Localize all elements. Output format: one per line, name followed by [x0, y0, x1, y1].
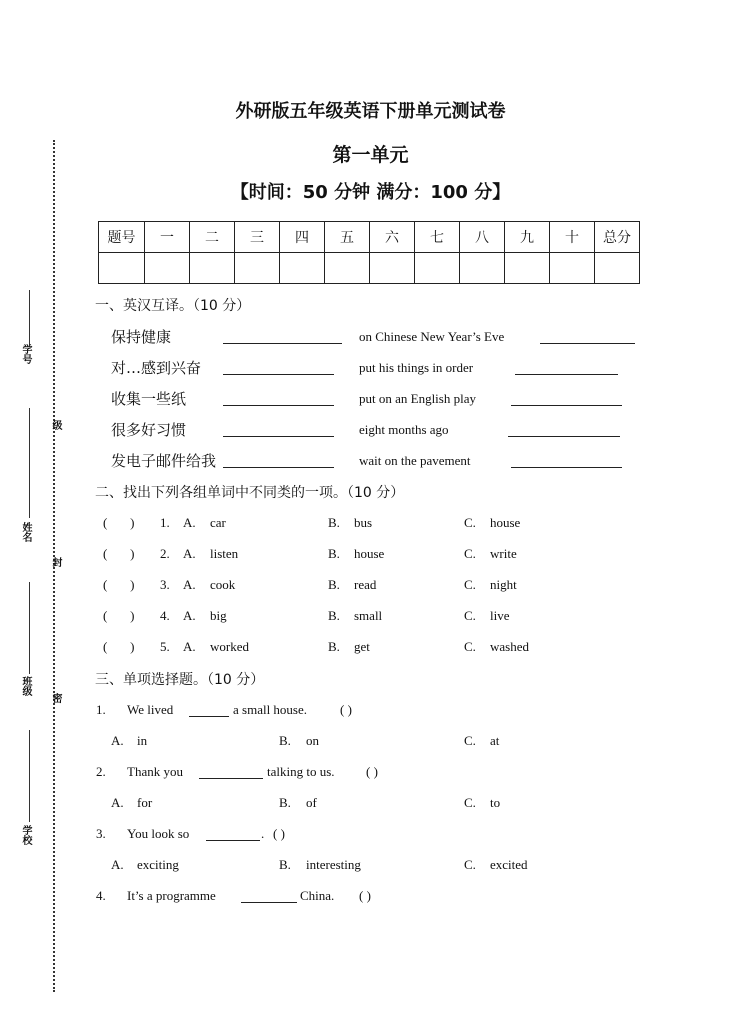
score-cell[interactable]	[325, 253, 370, 284]
score-header-cell: 总分	[595, 222, 640, 253]
option-b-text: read	[354, 577, 377, 592]
option-b-text: of	[306, 795, 317, 810]
section1-heading: 一、英汉互译。（10 分）	[95, 298, 251, 314]
answer-blank[interactable]	[241, 888, 297, 903]
translate-en-item: put his things in order	[359, 360, 474, 375]
question-text-pre: You look so	[127, 826, 190, 841]
translate-en-item: put on an English play	[359, 391, 476, 406]
score-cell[interactable]	[370, 253, 415, 284]
answer-blank[interactable]	[199, 764, 263, 779]
option-b-letter: B.	[328, 577, 340, 592]
translate-blank[interactable]	[511, 453, 622, 468]
secret-label: 密	[50, 693, 61, 703]
translate-blank[interactable]	[511, 391, 622, 406]
question-text-post: talking to us.	[267, 764, 335, 779]
translate-cn-item: 对…感到兴奋	[111, 359, 202, 377]
score-cell[interactable]	[145, 253, 190, 284]
score-cell[interactable]	[550, 253, 595, 284]
translate-blank[interactable]	[508, 422, 620, 437]
option-b-text: get	[354, 639, 370, 654]
score-header-cell: 二	[190, 222, 235, 253]
section3-heading: 三、单项选择题。（10 分）	[95, 672, 265, 688]
option-b-text: interesting	[306, 857, 361, 872]
option-a-letter: A.	[111, 795, 124, 810]
answer-paren[interactable]: ( )	[273, 826, 285, 841]
answer-paren[interactable]: ( )	[103, 515, 135, 530]
school-label: 学校	[20, 825, 31, 845]
class-label: 班级	[20, 676, 31, 696]
question-text-post: a small house.	[233, 702, 308, 717]
option-b-letter: B.	[279, 733, 291, 748]
grade-label: 级	[50, 420, 61, 430]
option-b-text: small	[354, 608, 383, 623]
option-a-text: exciting	[137, 857, 179, 872]
question-text-post: .	[261, 826, 265, 841]
option-b-letter: B.	[328, 546, 340, 561]
score-header-cell: 四	[280, 222, 325, 253]
option-c-letter: C.	[464, 639, 476, 654]
unit-title: 第一单元	[332, 144, 409, 166]
question-number: 5.	[160, 639, 170, 654]
option-c-letter: C.	[464, 608, 476, 623]
score-header-cell: 六	[370, 222, 415, 253]
name-line[interactable]	[29, 408, 30, 518]
question-text-post: China.	[300, 888, 335, 903]
option-c-letter: C.	[464, 857, 476, 872]
translate-blank[interactable]	[223, 391, 334, 406]
option-c-text: at	[490, 733, 500, 748]
option-b-text: house	[354, 546, 385, 561]
option-c-letter: C.	[464, 577, 476, 592]
option-a-text: for	[137, 795, 153, 810]
option-a-letter: A.	[183, 577, 196, 592]
score-cell[interactable]	[505, 253, 550, 284]
seal-label: 封	[50, 557, 61, 567]
option-a-letter: A.	[111, 857, 124, 872]
option-b-letter: B.	[328, 639, 340, 654]
option-a-letter: A.	[111, 733, 124, 748]
translate-cn-item: 收集一些纸	[111, 390, 187, 408]
score-header-cell: 五	[325, 222, 370, 253]
score-cell[interactable]	[99, 253, 145, 284]
score-header-cell: 题号	[99, 222, 145, 253]
option-a-text: big	[210, 608, 227, 623]
score-header-cell: 三	[235, 222, 280, 253]
score-cell[interactable]	[190, 253, 235, 284]
score-cell[interactable]	[460, 253, 505, 284]
score-cell[interactable]	[595, 253, 640, 284]
answer-paren[interactable]: ( )	[366, 764, 378, 779]
student-id-line[interactable]	[29, 290, 30, 345]
option-c-text: to	[490, 795, 501, 810]
question-number: 3.	[160, 577, 170, 592]
exam-title: 外研版五年级英语下册单元测试卷	[235, 101, 506, 122]
answer-paren[interactable]: ( )	[103, 639, 135, 654]
question-text-pre: We lived	[127, 702, 174, 717]
question-number: 2.	[96, 764, 106, 779]
translate-blank[interactable]	[540, 329, 635, 344]
translate-blank[interactable]	[223, 453, 334, 468]
score-header-cell: 八	[460, 222, 505, 253]
score-cell[interactable]	[235, 253, 280, 284]
option-a-letter: A.	[183, 546, 196, 561]
option-b-text: bus	[354, 515, 373, 530]
option-c-text: washed	[490, 639, 529, 654]
option-a-letter: A.	[183, 639, 196, 654]
question-number: 3.	[96, 826, 106, 841]
option-c-text: house	[490, 515, 521, 530]
score-header-cell: 一	[145, 222, 190, 253]
option-b-text: on	[306, 733, 319, 748]
option-a-letter: A.	[183, 515, 196, 530]
score-table	[98, 221, 640, 284]
option-a-letter: A.	[183, 608, 196, 623]
school-line[interactable]	[29, 730, 30, 822]
option-c-letter: C.	[464, 515, 476, 530]
score-table-input-row	[99, 253, 640, 284]
option-b-letter: B.	[279, 795, 291, 810]
score-cell[interactable]	[280, 253, 325, 284]
question-number: 1.	[96, 702, 106, 717]
time-score-info: 【时间：50 分钟 满分：100 分】	[230, 182, 511, 203]
question-number: 4.	[96, 888, 106, 903]
option-c-letter: C.	[464, 795, 476, 810]
name-label: 姓名	[20, 522, 31, 542]
question-number: 1.	[160, 515, 170, 530]
option-a-text: listen	[210, 546, 239, 561]
score-table-header-row	[99, 222, 640, 253]
translate-blank[interactable]	[223, 422, 334, 437]
translate-cn-item: 发电子邮件给我	[111, 452, 217, 470]
question-text-pre: Thank you	[127, 764, 183, 779]
option-a-text: in	[137, 733, 148, 748]
option-b-letter: B.	[328, 608, 340, 623]
question-text-pre: It’s a programme	[127, 888, 216, 903]
option-c-text: excited	[490, 857, 528, 872]
option-a-text: car	[210, 515, 226, 530]
answer-paren[interactable]: ( )	[359, 888, 371, 903]
answer-paren[interactable]: ( )	[103, 577, 135, 592]
option-c-text: night	[490, 577, 517, 592]
answer-paren[interactable]: ( )	[103, 608, 135, 623]
translate-cn-item: 保持健康	[111, 328, 172, 346]
option-a-text: worked	[210, 639, 249, 654]
score-header-cell: 十	[550, 222, 595, 253]
question-number: 4.	[160, 608, 170, 623]
translate-en-item: wait on the pavement	[359, 453, 471, 468]
answer-blank[interactable]	[206, 826, 260, 841]
option-c-text: live	[490, 608, 510, 623]
question-number: 2.	[160, 546, 170, 561]
class-line[interactable]	[29, 582, 30, 674]
option-b-letter: B.	[279, 857, 291, 872]
answer-paren[interactable]: ( )	[103, 546, 135, 561]
option-c-letter: C.	[464, 546, 476, 561]
score-header-cell: 九	[505, 222, 550, 253]
score-header-cell: 七	[415, 222, 460, 253]
translate-blank[interactable]	[223, 360, 334, 375]
translate-blank[interactable]	[223, 329, 342, 344]
student-id-label: 学号	[20, 344, 31, 364]
answer-paren[interactable]: ( )	[340, 702, 352, 717]
translate-cn-item: 很多好习惯	[111, 421, 187, 439]
option-c-text: write	[490, 546, 517, 561]
score-cell[interactable]	[415, 253, 460, 284]
option-b-letter: B.	[328, 515, 340, 530]
translate-blank[interactable]	[515, 360, 618, 375]
option-c-letter: C.	[464, 733, 476, 748]
option-a-text: cook	[210, 577, 236, 592]
translate-en-item: eight months ago	[359, 422, 449, 437]
translate-en-item: on Chinese New Year’s Eve	[359, 329, 505, 344]
answer-blank[interactable]	[189, 702, 229, 717]
section2-heading: 二、找出下列各组单词中不同类的一项。（10 分）	[95, 485, 405, 501]
